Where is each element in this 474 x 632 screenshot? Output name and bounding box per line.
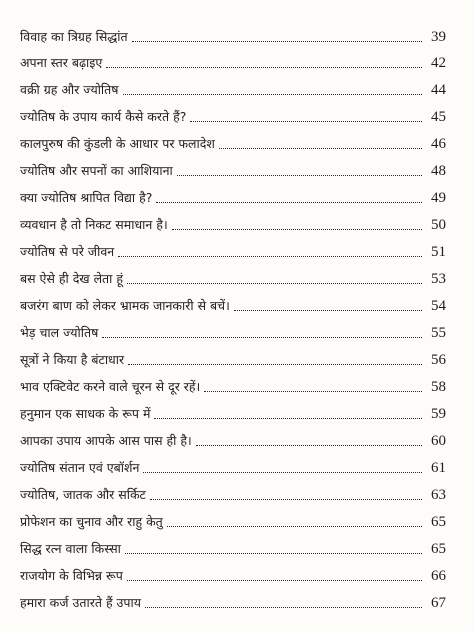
toc-entry-title: ज्योतिष से परे जीवन <box>20 243 115 259</box>
toc-entry-page: 61 <box>431 460 446 476</box>
toc-entry-page: 55 <box>431 325 446 341</box>
toc-entry-title: बजरंग बाण को लेकर भ्रामक जानकारी से बचें। <box>20 297 230 313</box>
toc-entry <box>20 212 446 236</box>
toc-entry <box>20 482 446 506</box>
dot-leader <box>106 66 422 68</box>
toc-entry <box>20 401 446 425</box>
toc-entry-title: कालपुरुष की कुंडली के आधार पर फलादेश <box>20 135 215 151</box>
dot-leader <box>172 228 422 230</box>
toc-entry-page: 44 <box>431 82 446 98</box>
toc-entry-page: 53 <box>431 271 446 287</box>
toc-entry-title: अपना स्तर बढ़ाइए <box>20 54 103 70</box>
toc-entry-title: ज्योतिष के उपाय कार्य कैसे करते हैं? <box>20 108 187 124</box>
toc-entry <box>20 455 446 479</box>
toc-entry-title: व्यवधान है तो निकट समाधान है। <box>20 216 168 232</box>
toc-entry-page: 65 <box>431 514 446 530</box>
dot-leader <box>118 255 422 257</box>
dot-leader <box>167 525 422 527</box>
toc-entry-title: भेड़ चाल ज्योतिष <box>20 324 99 340</box>
toc-entry <box>20 266 446 290</box>
toc-entry <box>20 50 446 74</box>
toc-entry-page: 54 <box>431 298 446 314</box>
toc-entry-page: 67 <box>431 595 446 611</box>
toc-entry-page: 56 <box>431 352 446 368</box>
toc-entry-title: राजयोग के विभिन्न रूप <box>20 567 123 583</box>
toc-entry-title: क्या ज्योतिष श्रापित विद्या है? <box>20 189 153 205</box>
toc-entry-title: प्रोफेशन का चुनाव और राहु केतु <box>20 513 163 529</box>
dot-leader <box>196 444 422 446</box>
toc-entry-title: वक्री ग्रह और ज्योतिष <box>20 81 119 97</box>
toc-entry-page: 59 <box>431 406 446 422</box>
toc-entry-page: 45 <box>431 109 446 125</box>
toc-entry <box>20 347 446 371</box>
toc-entry <box>20 320 446 344</box>
toc-entry-title: भाव एक्टिवेट करने वाले चूरन से दूर रहें। <box>20 378 201 394</box>
toc-entry-page: 48 <box>431 163 446 179</box>
dot-leader <box>127 282 422 284</box>
toc-entry-title: सूत्रों ने किया है बंटाधार <box>20 351 125 367</box>
toc-entry-page: 65 <box>431 541 446 557</box>
dot-leader <box>145 606 422 608</box>
toc-entry-title: ज्योतिष, जातक और सर्किट <box>20 486 146 502</box>
dot-leader <box>204 390 422 392</box>
toc-entry-page: 63 <box>431 487 446 503</box>
dot-leader <box>154 417 422 419</box>
toc-entry-title: विवाह का त्रिग्रह सिद्धांत <box>20 28 128 44</box>
toc-entry <box>20 158 446 182</box>
dot-leader <box>143 471 422 473</box>
toc-entry-title: आपका उपाय आपके आस पास ही है। <box>20 432 192 448</box>
dot-leader <box>190 120 422 122</box>
toc-entry <box>20 509 446 533</box>
toc-entry-page: 39 <box>431 29 446 45</box>
toc-entry <box>20 77 446 101</box>
toc-entry-title: बस ऐसे ही देख लेता हूं <box>20 270 124 286</box>
toc-entry-title: सिद्ध रत्न वाला किस्सा <box>20 540 121 556</box>
toc-entry <box>20 239 446 263</box>
toc-entry <box>20 590 446 614</box>
dot-leader <box>125 552 422 554</box>
dot-leader <box>102 336 422 338</box>
dot-leader <box>156 201 422 203</box>
toc-entry <box>20 293 446 317</box>
dot-leader <box>150 498 422 500</box>
dot-leader <box>128 363 422 365</box>
toc-entry-page: 58 <box>431 379 446 395</box>
toc-entry <box>20 24 446 48</box>
toc-entry-title: ज्योतिष संतान एवं एबॉर्शन <box>20 459 140 475</box>
toc-entry <box>20 563 446 587</box>
toc-entry-page: 49 <box>431 190 446 206</box>
toc-entry <box>20 185 446 209</box>
dot-leader <box>123 93 422 95</box>
toc-entry <box>20 428 446 452</box>
dot-leader <box>132 40 422 42</box>
toc-entry-page: 50 <box>431 217 446 233</box>
dot-leader <box>177 174 422 176</box>
toc-entry-title: हमारा कर्ज उतारते हैं उपाय <box>20 594 141 610</box>
toc-entry-page: 42 <box>431 55 446 71</box>
toc-entry-page: 46 <box>431 136 446 152</box>
toc-entry <box>20 131 446 155</box>
toc-entry-title: ज्योतिष और सपनों का आशियाना <box>20 162 173 178</box>
toc-entry <box>20 104 446 128</box>
toc-entry-page: 60 <box>431 433 446 449</box>
toc-entry <box>20 374 446 398</box>
dot-leader <box>234 309 422 311</box>
dot-leader <box>219 147 422 149</box>
toc-entry <box>20 536 446 560</box>
toc-entry-page: 66 <box>431 568 446 584</box>
toc-entry-page: 51 <box>431 244 446 260</box>
dot-leader <box>127 579 422 581</box>
toc-entry-title: हनुमान एक साधक के रूप में <box>20 405 151 421</box>
